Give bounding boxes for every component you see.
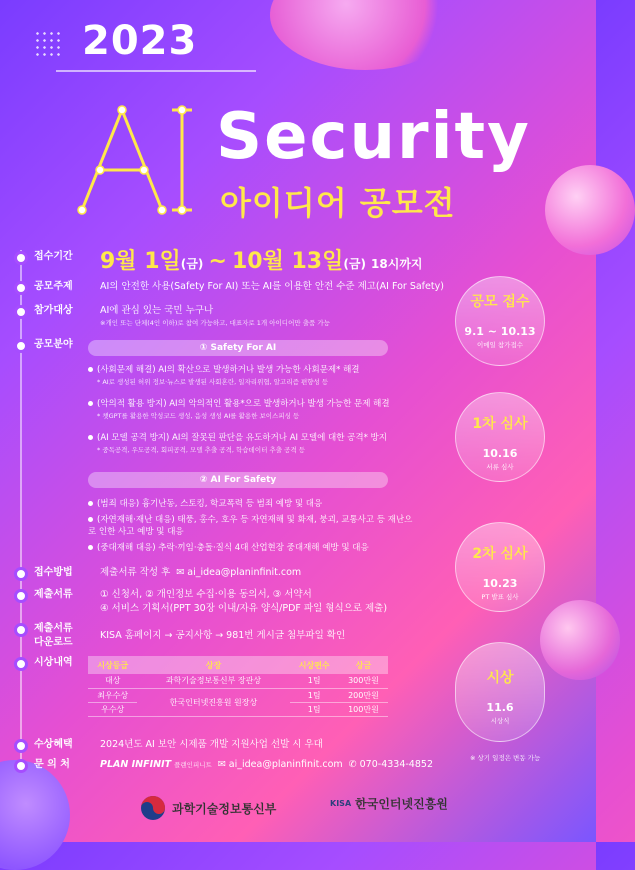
category-safety-for-ai: ① Safety For AI [88, 340, 388, 356]
table-header: 상금 [339, 656, 388, 674]
table-row: 최우수상 한국인터넷진흥원 원장상 1팀 200만원 [88, 688, 388, 702]
taeguk-icon [140, 795, 166, 821]
schedule-note: ※ 상기 일정은 변동 가능 [470, 754, 541, 762]
table-row: 우수상 1팀 100만원 [88, 702, 388, 716]
row-field [14, 338, 94, 353]
row-method [14, 566, 301, 581]
row-label: 접수기간 [34, 251, 73, 262]
row-label: 공모주제 [34, 281, 73, 292]
benefit-text: 2024년도 AI 보안 시제품 개발 지원사업 선발 시 우대 [100, 739, 323, 750]
bullet-icon [14, 623, 28, 637]
row-label: 제출서류 [34, 589, 73, 600]
target-text: AI에 관심 있는 국민 누구나 [100, 305, 214, 316]
row-label: 접수방법 [34, 567, 73, 578]
list-item: (자연재해·재난 대응) 태풍, 홍수, 호우 등 자연재해 및 화재, 붕괴, 교통사고 등 재난으로 인한 사고 예방 및 대응 [88, 515, 413, 537]
decor-sphere [540, 600, 620, 680]
theme-text: AI의 안전한 사용(Safety For AI) 또는 AI를 이용한 안전 수준 제고(AI For Safety) [100, 281, 444, 292]
submit-email[interactable]: ai_idea@planinfinit.com [187, 567, 302, 578]
kisa-logo: KISA 한국인터넷진흥원 [330, 797, 448, 811]
brand-logo: PLAN INFINIT [100, 759, 172, 770]
bullet-icon [14, 567, 28, 581]
list-item: (중대재해 대응) 추락·끼임·충돌·질식 4대 산업현장 중대재해 예방 및 대응 [88, 542, 418, 554]
schedule-card: 공모 접수 9.1 ~ 10.13 이메일 참가접수 [455, 276, 545, 366]
mail-icon: ✉ [217, 759, 226, 770]
weekday: (금) [180, 257, 204, 271]
list-item: (AI 모델 공격 방지) AI의 잘못된 판단을 유도하거나 AI 모델에 대한 공격* 방지 * 중독공격, 우도공격, 회피공격, 모델 추출 공격, 학습데이터 추출 공격 등 [88, 432, 418, 456]
row-label: 공모분야 [34, 339, 73, 350]
list-item: (사회문제 해결) AI의 확산으로 발생하거나 발생 가능한 사회문제* 해결 * AI로 생성된 허위 정보·뉴스로 발생된 사회혼란, 일자리위협, 알고리즘 편향성 등 [88, 364, 418, 388]
row-period [14, 250, 423, 275]
bullet-icon [14, 251, 28, 265]
row-label: 문 의 처 [34, 759, 70, 770]
poster-year: 2023 [82, 18, 198, 64]
contact-phone[interactable]: 070-4334-4852 [359, 759, 433, 770]
poster-title: Security [216, 100, 531, 174]
row-theme [14, 280, 444, 295]
bullet-icon [14, 589, 28, 603]
poster-subtitle: 아이디어 공모전 [220, 184, 456, 222]
bullet-icon [14, 657, 28, 671]
timeline-line [20, 250, 22, 770]
bullet-icon [14, 759, 28, 773]
download-text: KISA 홈페이지 → 공지사항 → 981번 게시글 첨부파일 확인 [100, 630, 346, 641]
contact-email[interactable]: ai_idea@planinfinit.com [228, 759, 343, 770]
brand-sub: 플랜인피니트 [174, 761, 212, 769]
decor-sphere [270, 0, 460, 70]
list-item: (범죄 대응) 흉기난동, 스토킹, 학교폭력 등 범죄 예방 및 대응 [88, 498, 418, 510]
row-benefit [14, 738, 323, 753]
bullet-icon [14, 339, 28, 353]
method-text: 제출서류 작성 후 [100, 567, 171, 578]
category-ai-for-safety: ② AI For Safety [88, 472, 388, 488]
date-start: 9월 1일 [100, 249, 181, 274]
mail-icon: ✉ [176, 567, 185, 578]
row-label: 참가대상 [34, 305, 73, 316]
target-note: ※개인 또는 단체(4인 이하)로 참여 가능하고, 대표자로 1개 아이디어만 출품 가능 [100, 319, 330, 327]
schedule-card: 2차 심사 10.23 PT 발표 심사 [455, 522, 545, 612]
table-row: 대상 과학기술정보통신부 장관상 1팀 300만원 [88, 674, 388, 688]
schedule-card: 1차 심사 10.16 서류 심사 [455, 392, 545, 482]
schedule-card: 시상 11.6 시상식 [455, 642, 545, 742]
msit-logo: 과학기술정보통신부 [140, 795, 276, 821]
row-docs [14, 588, 387, 616]
decor-dots [34, 30, 64, 60]
decor-sphere [0, 760, 70, 870]
prize-table [88, 656, 388, 717]
tilde: ~ [208, 249, 227, 274]
weekday: (금) [343, 257, 366, 271]
table-header: 상장 [137, 656, 289, 674]
table-header: 시상편수 [290, 656, 339, 674]
row-contact [14, 758, 433, 773]
docs-text: ④ 서비스 기획서(PPT 30장 이내/자유 양식/PDF 파일 형식으로 제출) [100, 603, 388, 614]
row-label: 시상내역 [34, 657, 73, 668]
bullet-icon [14, 739, 28, 753]
phone-icon: ✆ [348, 759, 357, 770]
docs-text: ① 신청서, ② 개인정보 수집·이용 동의서, ③ 서약서 [100, 589, 312, 600]
svg-text:AI: AI [72, 85, 88, 104]
list-item: (악의적 활용 방지) AI의 악의적인 활용*으로 발생하거나 발생 가능한 문제 해결 * 챗GPT를 활용한 악성코드 생성, 음성 생성 AI를 활용한 보이스피싱 등 [88, 398, 418, 422]
decor-line [56, 70, 256, 72]
row-download [14, 622, 345, 650]
date-end: 10월 13일 [231, 249, 344, 274]
ai-logo-mark [72, 85, 212, 220]
decor-sphere [545, 165, 635, 255]
table-header: 시상등급 [88, 656, 137, 674]
bullet-icon [14, 281, 28, 295]
row-target [14, 304, 330, 328]
row-label: 수상혜택 [34, 739, 73, 750]
bullet-icon [14, 305, 28, 319]
deadline-time: 18시까지 [371, 257, 423, 271]
row-prize [14, 656, 94, 671]
row-label: 제출서류 다운로드 [34, 623, 73, 648]
